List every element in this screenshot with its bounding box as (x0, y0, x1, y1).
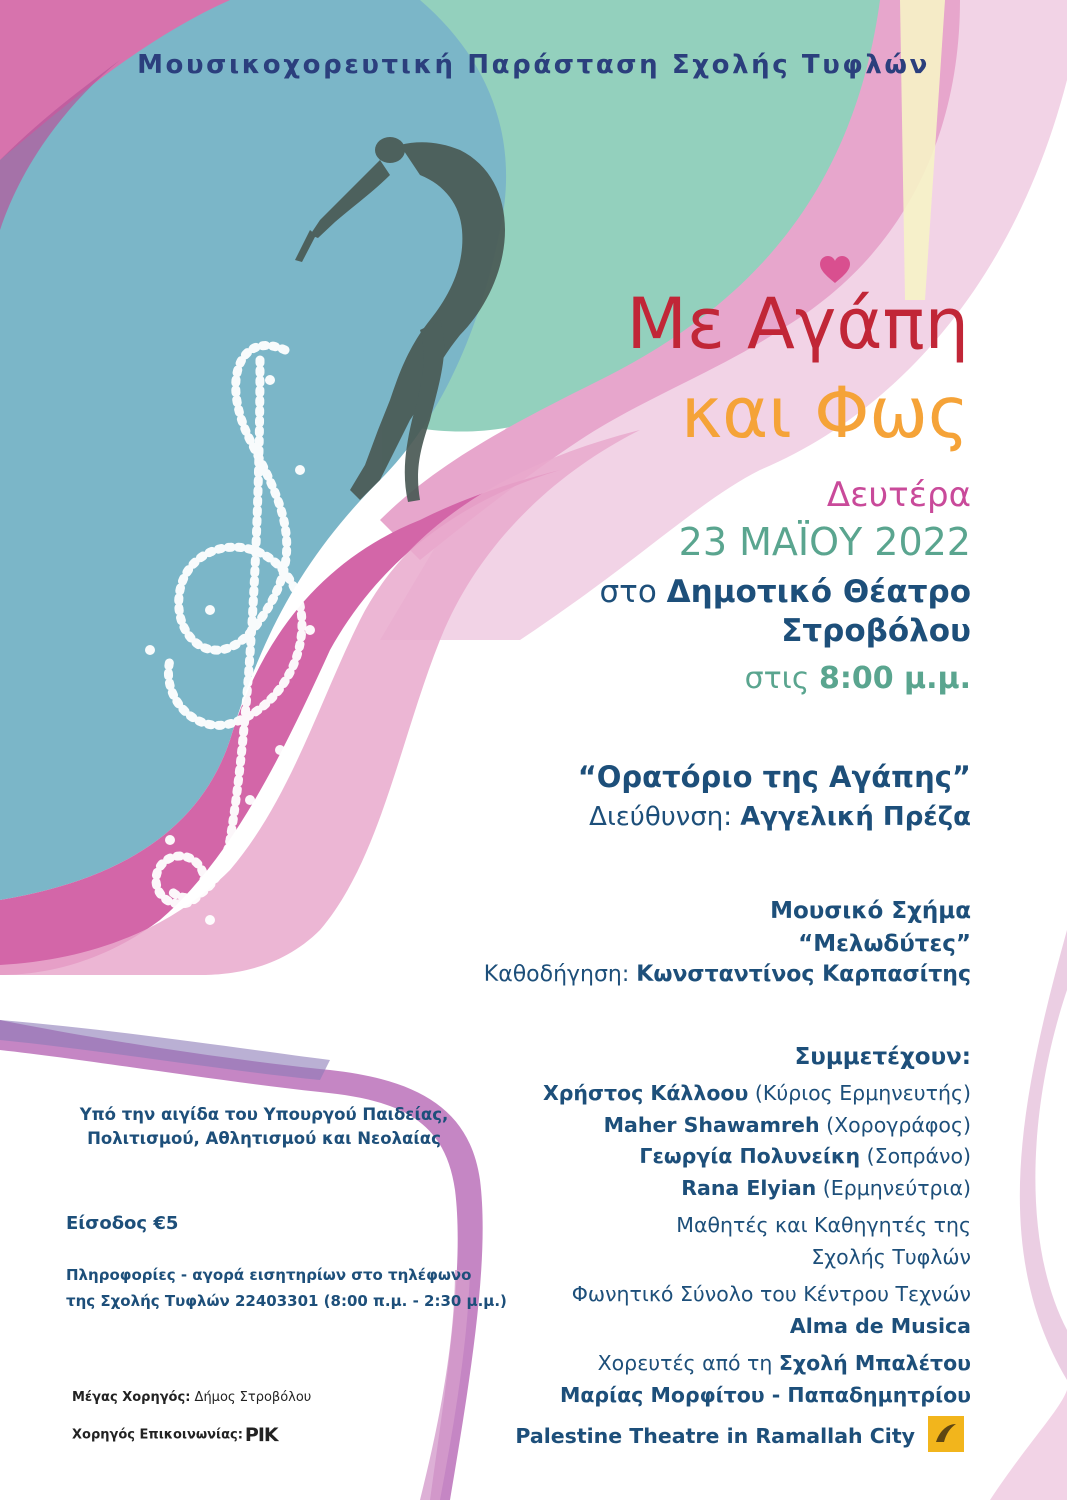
ticket-info-line-1: Πληροφορίες - αγορά εισητηρίων στο τηλέφωνο (66, 1266, 472, 1284)
list-item (543, 1110, 971, 1142)
main-sponsor (72, 1390, 311, 1405)
participants-list (543, 1078, 971, 1411)
main-sponsor-name: Δήμος Στροβόλου (194, 1390, 312, 1405)
list-item (543, 1348, 971, 1380)
participant-palestine-theatre: Palestine Theatre in Ramallah City (515, 1424, 915, 1448)
event-day: Δευτέρα (826, 475, 971, 515)
aegis-note (64, 1103, 464, 1151)
list-item (543, 1173, 971, 1205)
aegis-line-1: Υπό την αιγίδα του Υπουργού Παιδείας, (79, 1105, 449, 1124)
list-item (543, 1141, 971, 1173)
treble-clef-notes-image (110, 320, 350, 940)
participant-role: (Χορογράφος) (826, 1112, 971, 1137)
work-title: “Ορατόριο της Αγάπης” (577, 760, 971, 794)
main-sponsor-label: Μέγας Χορηγός: (72, 1390, 191, 1405)
rik-logo: ΡΙΚ (244, 1424, 278, 1446)
heart-icon (818, 255, 852, 285)
lead-label: Καθοδήγηση: (483, 962, 630, 987)
participant-name: Rana Elyian (681, 1175, 817, 1200)
director-label: Διεύθυνση: (589, 802, 733, 832)
group-prefix: Χορευτές από τη (597, 1351, 773, 1375)
entry-price: Είσοδος €5 (66, 1213, 179, 1234)
venue-prefix: στο (599, 574, 657, 610)
comm-sponsor (72, 1424, 278, 1446)
participant-name: Maher Shawamreh (603, 1112, 820, 1137)
list-item: Alma de Musica (789, 1313, 971, 1338)
violet-right-arc (1020, 930, 1067, 1380)
participant-role: (Σοπράνο) (866, 1144, 971, 1168)
aegis-line-2: Πολιτισμού, Αθλητισμού και Νεολαίας (87, 1129, 441, 1148)
list-item: Μαθητές και Καθηγητές της (676, 1213, 971, 1237)
event-time (745, 661, 971, 696)
work-director (589, 802, 971, 832)
ticket-info-line-2: της Σχολής Τυφλών 22403301 (8:00 π.μ. - 2:30 μ.μ.) (66, 1292, 507, 1310)
venue-line-1: Δημοτικό Θέατρο (666, 574, 971, 610)
participant-name: Χρήστος Κάλλοου (542, 1081, 749, 1105)
participant-role: (Κύριος Ερμηνευτής) (754, 1081, 971, 1105)
venue-line-2: Στροβόλου (781, 613, 971, 649)
lead-name: Κωνσταντίνος Καρπασίτης (636, 962, 971, 987)
list-item: Φωνητικό Σύνολο του Κέντρου Τεχνών (571, 1282, 971, 1306)
participant-role: (Ερμηνεύτρια) (822, 1175, 971, 1200)
ensemble-name: “Μελωδύτες” (798, 931, 971, 957)
page-subtitle: Μουσικοχορευτική Παράσταση Σχολής Τυφλών (137, 50, 930, 80)
list-item: Σχολής Τυφλών (811, 1244, 971, 1269)
event-date: 23 ΜΑΪΟΥ 2022 (678, 520, 971, 564)
participants-heading: Συμμετέχουν: (794, 1044, 971, 1070)
ensemble-lead (484, 962, 971, 987)
participant-name: Γεωργία Πολυνείκη (639, 1144, 861, 1168)
ensemble-label: Μουσικό Σχήμα (770, 898, 971, 924)
group-school: Σχολή Μπαλέτου (778, 1351, 971, 1375)
list-item (543, 1078, 971, 1110)
director-name: Αγγελική Πρέζα (740, 802, 971, 832)
comm-sponsor-label: Χορηγός Επικοινωνίας: (72, 1427, 243, 1443)
ticket-info (66, 1262, 507, 1314)
event-venue (600, 573, 971, 651)
theatre-logo-icon (928, 1416, 964, 1452)
title-line-1: Με Αγάπη (626, 283, 969, 365)
list-item: Μαρίας Μορφίτου - Παπαδημητρίου (559, 1382, 971, 1407)
time-value: 8:00 μ.μ. (818, 661, 971, 696)
ensemble-block (770, 895, 971, 961)
title-line-2: και Φως (680, 372, 969, 454)
pink-right-bottom (990, 1390, 1067, 1500)
time-prefix: στις (744, 661, 810, 696)
